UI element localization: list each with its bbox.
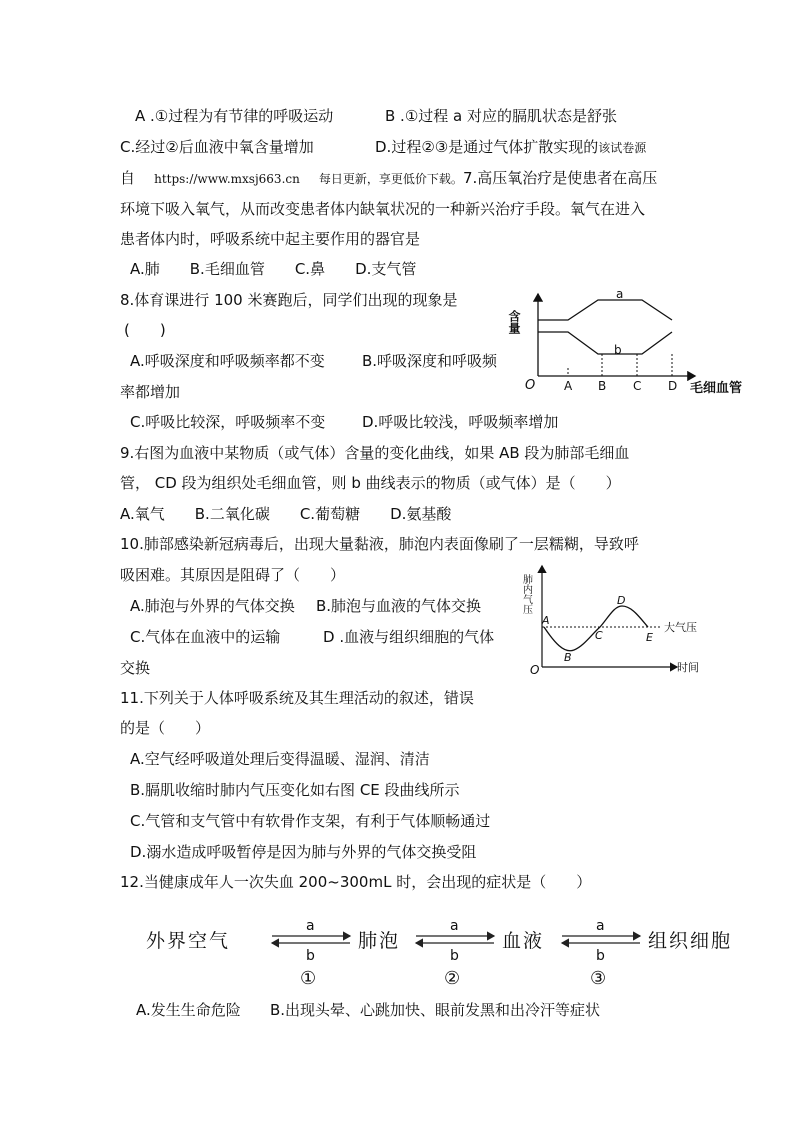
curve-a-label: a (616, 287, 624, 301)
step-2: ② (444, 968, 461, 989)
point-d: D (617, 594, 626, 607)
arrow1-top-label: a (306, 918, 315, 934)
graph1-tick-a: A (564, 379, 573, 393)
graph1-tick-d: D (668, 379, 678, 393)
q9-line-2: 管， CD 段为组织处毛细血管，则 b 曲线表示的物质（或气体）是（ ） (120, 474, 621, 492)
arrow3-top-label: a (596, 918, 605, 934)
q9-line-1: 9.右图为血液中某物质（或气体）含量的变化曲线，如果 AB 段为肺部毛细血 (120, 444, 630, 462)
arrow1-bottom-label: b (306, 948, 315, 964)
q8-option-b-cont: 率都增加 (120, 383, 181, 401)
q10-option-a: A.肺泡与外界的气体交换 (130, 597, 295, 615)
q11-line-1: 11.下列关于人体呼吸系统及其生理活动的叙述，错误 (120, 689, 474, 707)
q8-blank: ( ) (124, 321, 166, 339)
arrow2-top-label: a (450, 918, 459, 934)
q7-options: A.肺 B.毛细血管 C.鼻 D.支气管 (130, 260, 417, 278)
arrow2-bottom-label: b (450, 948, 459, 964)
graph1-tick-b: B (598, 379, 607, 393)
point-e: E (646, 631, 653, 644)
q10-line-1: 10.肺部感染新冠病毒后，出现大量黏液，肺泡内表面像刷了一层糯糊，导致呼 (120, 535, 639, 553)
node-outside-air: 外界空气 (146, 930, 231, 952)
step-3: ③ (590, 968, 607, 989)
q12-option-a: A.发生生命危险 (136, 1001, 241, 1019)
q8-option-c: C.呼吸比较深，呼吸频率不变 (130, 413, 326, 431)
node-blood: 血液 (502, 930, 545, 952)
atmospheric-label: 大气压 (664, 621, 697, 634)
graph1-ylabel: 含量 (507, 310, 521, 334)
q11-option-d: D.溺水造成呼吸暂停是因为肺与外界的气体交换受阻 (130, 843, 477, 861)
pressure-graph (522, 562, 712, 677)
q10-option-b: B.肺泡与血液的气体交换 (316, 597, 482, 615)
content-graph (507, 287, 780, 400)
graph2-ylabel: 肺内气压 (520, 574, 532, 614)
q10-option-d-cont: 交换 (120, 659, 151, 677)
node-alveoli: 肺泡 (358, 930, 401, 952)
point-a: A (542, 614, 550, 627)
q6-option-d (375, 137, 646, 158)
q7-line-1 (120, 168, 657, 189)
source-note: 该试卷源 (598, 141, 647, 155)
q8-option-b: B.呼吸深度和呼吸频 (362, 352, 498, 370)
respiration-flow-diagram (140, 918, 760, 988)
q12-option-b: B.出现头晕、心跳加快、眼前发黑和出冷汗等症状 (270, 1001, 601, 1019)
q10-line-2: 吸困难。其原因是阻碍了（ ） (120, 566, 346, 584)
q6-option-c: C.经过②后血液中氧含量增加 (120, 138, 314, 156)
q8-option-a: A.呼吸深度和呼吸频率都不变 (130, 352, 325, 370)
watermark-url: https://www.mxsj663.cn (154, 172, 300, 186)
graph2-xlabel: 时间 (677, 661, 699, 674)
graph1-origin: O (525, 378, 536, 393)
curve-b-label: b (614, 343, 622, 357)
q6-option-a: A .①过程为有节律的呼吸运动 (135, 107, 334, 125)
q6-option-d-text: D.过程②③是通过气体扩散实现的 (375, 138, 599, 156)
curve-b (538, 332, 672, 354)
q7-line-2: 环境下吸入氧气，从而改变患者体内缺氧状况的一种新兴治疗手段。氧气在进入 (120, 200, 646, 218)
q9-options: A.氧气 B.二氧化碳 C.葡萄糖 D.氨基酸 (120, 505, 452, 523)
node-tissue-cells: 组织细胞 (648, 930, 733, 952)
graph1-xlabel: 毛细血管 (690, 381, 743, 396)
q11-option-c: C.气管和支气管中有软骨作支架，有利于气体顺畅通过 (130, 812, 491, 830)
q7-line-3: 患者体内时，呼吸系统中起主要作用的器官是 (120, 230, 421, 248)
q6-option-b: B .①过程 a 对应的膈肌状态是舒张 (385, 107, 618, 125)
q11-option-b: B.膈肌收缩时肺内气压变化如右图 CE 段曲线所示 (130, 781, 460, 799)
point-c: C (595, 629, 603, 642)
graph1-tick-c: C (633, 379, 642, 393)
q11-line-2: 的是（ ） (120, 719, 211, 737)
q10-option-c: C.气体在血液中的运输 (130, 628, 281, 646)
q12-stem: 12.当健康成年人一次失血 200~300mL 时，会出现的症状是（ ） (120, 873, 592, 891)
step-1: ① (300, 968, 317, 989)
q7-stem-start: 7.高压氧治疗是使患者在高压 (462, 169, 658, 187)
q8-stem: 8.体育课进行 100 米赛跑后，同学们出现的现象是 (120, 291, 458, 309)
curve-a (538, 300, 672, 320)
arrow3-bottom-label: b (596, 948, 605, 964)
watermark-notice: 每日更新，享更低价下载。 (318, 172, 463, 186)
watermark-prefix: 自 (120, 169, 136, 187)
q8-option-d: D.呼吸比较浅，呼吸频率增加 (362, 413, 559, 431)
q10-option-d: D .血液与组织细胞的气体 (323, 628, 495, 646)
q11-option-a: A.空气经呼吸道处理后变得温暖、湿润、清洁 (130, 750, 430, 768)
graph2-origin: O (530, 663, 540, 677)
point-b: B (564, 651, 572, 664)
